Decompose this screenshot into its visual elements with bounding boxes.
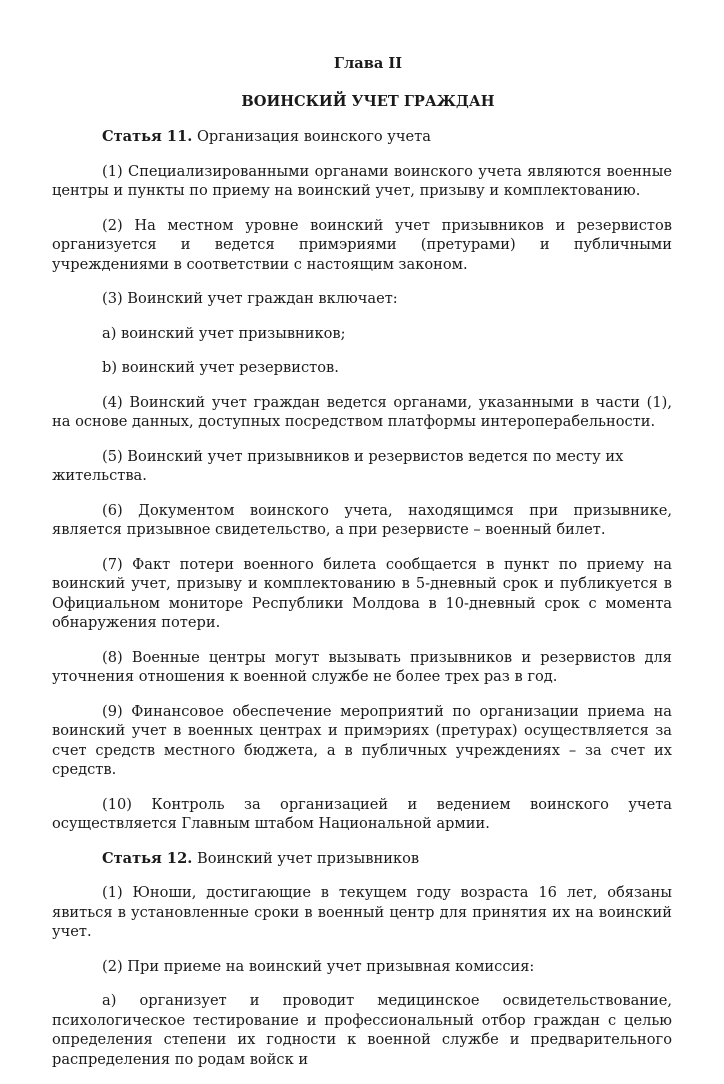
chapter-heading: Глава II [333, 55, 403, 72]
article-12-paragraph-1: (1) Юноши, достигающие в текущем году возраста 16 лет, обязаны явиться в установленные сроки в военный центр для принятия их на воинский учет. [52, 884, 672, 940]
article-11-item-a: a) воинский учет призывников; [102, 324, 346, 342]
article-11-number: Статья 11. [102, 128, 193, 145]
article-11-heading [52, 127, 672, 147]
article-11-paragraph-10: (10) Контроль за организацией и ведением воинского учета осуществляется Главным штабом Национальной армии. [52, 795, 672, 832]
article-11-paragraph-3: (3) Воинский учет граждан включает: [102, 290, 398, 307]
chapter-title: ВОИНСКИЙ УЧЕТ ГРАЖДАН [241, 93, 495, 110]
article-12-paragraph-2: (2) При приеме на воинский учет призывная комиссия: [102, 957, 535, 975]
article-11-paragraph-7: (7) Факт потери военного билета сообщается в пункт по приему на воинский учет, призыву и комплектованию в 5-дневный срок и публикуется в Официальном мониторе Республики Молдова в 10-дневный срок с момента обнаружения потери. [52, 555, 672, 631]
article-11-paragraph-1: (1) Специализированными органами воинского учета являются военные центры и пункты по приему на воинский учет, призыву и комплектованию. [52, 162, 672, 199]
article-11-title: Организация воинского учета [192, 128, 431, 145]
article-11-paragraph-8: (8) Военные центры могут вызывать призывников и резервистов для уточнения отношения к военной службе не более трех раз в год. [52, 648, 672, 685]
article-12-title: Воинский учет призывников [192, 849, 420, 867]
article-11-item-b: b) воинский учет резервистов. [102, 359, 339, 376]
article-11-paragraph-5: (5) Воинский учет призывников и резервистов ведется по месту их жительства. [52, 447, 624, 484]
article-12-item-a: а) организует и проводит медицинское освидетельствование, психологическое тестирование и профессиональный отбор граждан с целью определения степени их годности к военной службе и предварительного распределения по родам войск и [52, 992, 672, 1068]
article-11-paragraph-4: (4) Воинский учет граждан ведется органами, указанными в части (1), на основе данных, доступных посредством платформы интероперабельности. [52, 393, 672, 430]
article-12-heading [52, 849, 672, 869]
article-11-paragraph-6: (6) Документом воинского учета, находящимся при призывнике, является призывное свидетельство, а при резервисте – военный билет. [52, 501, 672, 538]
document-page [52, 54, 672, 1084]
article-11-paragraph-9: (9) Финансовое обеспечение мероприятий по организации приема на воинский учет в военных центрах и примэриях (претурах) осуществляется за счет средств местного бюджета, а в публичных учреждениях – за счет их средств. [52, 702, 672, 778]
article-12-number: Статья 12. [102, 849, 193, 867]
article-11-paragraph-2: (2) На местном уровне воинский учет призывников и резервистов организуется и ведется примэриями (претурами) и публичными учреждениями в соответствии с настоящим законом. [52, 216, 672, 273]
